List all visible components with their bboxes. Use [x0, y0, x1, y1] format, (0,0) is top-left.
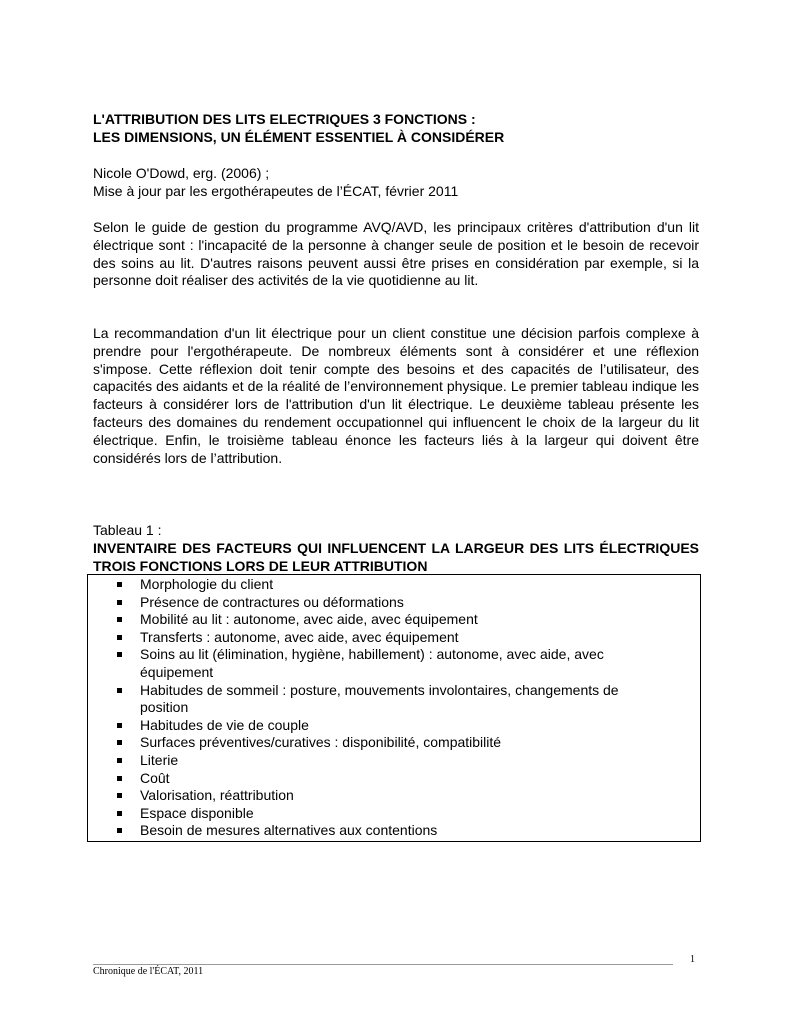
list-item-text: Espace disponible [140, 804, 254, 821]
factors-list [88, 576, 700, 840]
list-item-text: Literie [140, 751, 179, 768]
footer-divider [93, 964, 673, 965]
list-item [88, 629, 700, 647]
square-bullet-icon [117, 793, 122, 798]
table-heading: INVENTAIRE DES FACTEURS QUI INFLUENCENT LA LARGEUR DES LITS ÉLECTRIQUES TROIS FONCTIONS LORS DE LEUR ATTRIBUTION [93, 540, 699, 574]
list-item-text: Valorisation, réattribution [140, 787, 294, 804]
paragraph-recommendation: La recommandation d'un lit électrique pour un client constitue une décision parfois complexe à prendre pour l'ergothérapeute. De nombreux éléments sont à considérer et une réflexion s'impose. Cette réflexion doit tenir compte des besoins et des capacités de l’utilisateur, des capacités des aidants et de la réalité de l’environnement physique. Le premier tableau indique les facteurs à considérer lors de l'attribution d'un lit électrique. Le deuxième tableau présente les facteurs des domaines du rendement occupationnel qui influencent le choix de la largeur du lit électrique. Enfin, le troisième tableau énonce les facteurs liés à la largeur qui doivent être considérés lors de l’attribution. [93, 325, 699, 466]
factors-table [87, 574, 701, 842]
list-item-text: Habitudes de sommeil : posture, mouvements involontaires, changements de position [140, 681, 619, 716]
list-item-text: Morphologie du client [140, 576, 274, 592]
square-bullet-icon [117, 723, 122, 728]
list-item [88, 734, 700, 752]
list-item [88, 611, 700, 629]
document-title-line-1: L'ATTRIBUTION DES LITS ELECTRIQUES 3 FONCTIONS : [93, 111, 476, 127]
list-item [88, 646, 700, 681]
square-bullet-icon [117, 811, 122, 816]
square-bullet-icon [117, 617, 122, 622]
list-item [88, 822, 700, 840]
list-item [88, 682, 700, 717]
square-bullet-icon [117, 652, 122, 657]
table-caption: Tableau 1 : [93, 522, 162, 538]
square-bullet-icon [117, 758, 122, 763]
list-item-text: Surfaces préventives/curatives : disponibilité, compatibilité [140, 734, 502, 751]
page-number: 1 [690, 954, 695, 965]
update-credit: Mise à jour par les ergothérapeutes de l’ÉCAT, février 2011 [93, 183, 459, 199]
list-item-text: Besoin de mesures alternatives aux contentions [140, 822, 438, 839]
author-credit: Nicole O'Dowd, erg. (2006) ; [93, 165, 270, 181]
list-item [88, 805, 700, 823]
paragraph-criteria: Selon le guide de gestion du programme AVQ/AVD, les principaux critères d'attribution d'un lit électrique sont : l'incapacité de la personne à changer seule de position et le besoin de recevoir des soins au lit. D'autres raisons peuvent aussi être prises en considération par exemple, si la personne doit réaliser des activités de la vie quotidienne au lit. [93, 219, 699, 289]
list-item-text: Transferts : autonome, avec aide, avec équipement [140, 628, 459, 645]
list-item [88, 787, 700, 805]
square-bullet-icon [117, 828, 122, 833]
square-bullet-icon [117, 635, 122, 640]
list-item [88, 576, 700, 594]
document-title-line-2: LES DIMENSIONS, UN ÉLÉMENT ESSENTIEL À CONSIDÉRER [93, 129, 505, 145]
list-item [88, 770, 700, 788]
list-item [88, 717, 700, 735]
list-item-text: Mobilité au lit : autonome, avec aide, avec équipement [140, 611, 478, 628]
list-item-text: Habitudes de vie de couple [140, 716, 309, 733]
list-item-text: Soins au lit (élimination, hygiène, habillement) : autonome, avec aide, avec équipement [140, 646, 604, 680]
footer-text: Chronique de l'ÉCAT, 2011 [93, 966, 204, 977]
list-item [88, 594, 700, 612]
square-bullet-icon [117, 740, 122, 745]
square-bullet-icon [117, 688, 122, 693]
square-bullet-icon [117, 582, 122, 587]
list-item [88, 752, 700, 770]
list-item-text: Présence de contractures ou déformations [140, 593, 404, 610]
square-bullet-icon [117, 776, 122, 781]
list-item-text: Coût [140, 769, 170, 786]
square-bullet-icon [117, 600, 122, 605]
